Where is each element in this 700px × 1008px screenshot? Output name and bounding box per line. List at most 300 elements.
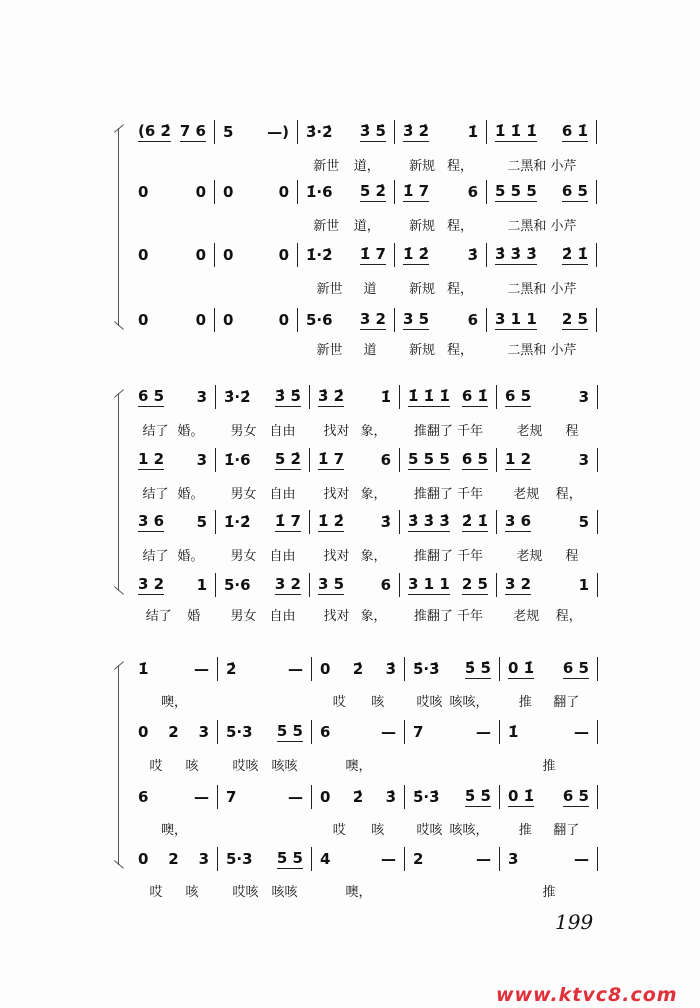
lyric-text: 哎咳 xyxy=(416,822,443,838)
note-group: 6 xyxy=(380,450,391,469)
measure xyxy=(487,120,597,144)
note-group: — xyxy=(476,849,491,868)
lyric-measure xyxy=(216,542,310,566)
lyrics-line xyxy=(0,417,700,441)
note-group: 1 2 xyxy=(138,450,165,468)
note-group: 6 xyxy=(467,310,478,329)
note-group: 3 1 1 xyxy=(408,575,450,593)
lyric-measure xyxy=(298,336,395,360)
note-group: 1̇·6 xyxy=(224,450,251,469)
notation-line xyxy=(0,120,700,144)
note-group: 1̇ xyxy=(138,659,149,678)
note-group: 2 xyxy=(168,849,179,868)
lyric-text: 哎 xyxy=(149,758,163,774)
lyric-measure xyxy=(130,152,215,176)
note-group: 1̇ 7 xyxy=(274,512,301,530)
lyric-measure xyxy=(298,212,395,236)
lyric-measure xyxy=(487,336,597,360)
measure xyxy=(395,243,487,267)
note-group: — xyxy=(381,849,396,868)
lyrics-line xyxy=(0,816,700,840)
note-group: 7 xyxy=(226,787,237,806)
note-group: — xyxy=(194,659,209,678)
note-group: 0 xyxy=(223,182,234,201)
note-group: 5 5 xyxy=(276,722,303,740)
lyric-text: 找对 xyxy=(323,486,350,502)
measure xyxy=(487,243,597,267)
lyric-measure xyxy=(405,752,500,776)
note-group: 3 xyxy=(198,722,209,741)
lyric-measure xyxy=(216,480,310,504)
lyric-measure xyxy=(405,688,500,712)
measure xyxy=(298,120,395,144)
lyric-text: 哎 xyxy=(332,822,346,838)
note-group: 0 xyxy=(195,245,206,264)
notation-line xyxy=(0,243,700,267)
lyric-measure xyxy=(215,275,298,299)
lyric-text: 老规 xyxy=(513,608,540,624)
lyric-measure xyxy=(395,336,487,360)
lyric-measure xyxy=(130,336,215,360)
lyric-text: 推翻了 千年 xyxy=(413,608,484,624)
lyric-text: 二黑和 小芹 xyxy=(507,218,577,234)
lyric-text: 咳咳， xyxy=(449,822,489,838)
measure xyxy=(400,385,497,409)
lyric-measure xyxy=(487,152,597,176)
note-group: 3̇ 2̇ xyxy=(318,387,345,405)
lyric-measure xyxy=(310,480,400,504)
note-group: 3̇ 5̇ xyxy=(359,122,386,140)
lyric-text: 推 xyxy=(542,884,556,900)
note-group: 1̇ xyxy=(380,387,391,406)
page-number: 199 xyxy=(555,910,594,934)
measure xyxy=(497,385,598,409)
note-group: 1̇·6 xyxy=(306,182,333,201)
note-group: 5 5 xyxy=(276,849,303,867)
note-group: 3 xyxy=(196,387,207,406)
measure xyxy=(215,308,298,332)
measure xyxy=(395,308,487,332)
lyric-measure xyxy=(130,752,218,776)
lyric-text: 道 xyxy=(363,281,377,297)
note-group: 0 xyxy=(195,310,206,329)
lyric-measure xyxy=(405,878,500,902)
lyric-measure xyxy=(500,752,598,776)
lyric-measure xyxy=(130,688,218,712)
lyrics-line xyxy=(0,542,700,566)
measure xyxy=(487,180,597,204)
lyric-measure xyxy=(400,480,497,504)
note-group: 3 1 1 xyxy=(495,310,537,328)
measure xyxy=(298,180,395,204)
lyric-measure xyxy=(400,417,497,441)
measure xyxy=(312,720,405,744)
notation-line xyxy=(0,573,700,597)
note-group: 7 6 xyxy=(179,122,206,140)
lyric-text: 翻了 xyxy=(553,694,580,710)
measure xyxy=(130,243,215,267)
note-group: 1̇ xyxy=(508,722,519,741)
notation-line xyxy=(0,785,700,809)
measure xyxy=(216,510,310,534)
note-group: 3̇·2̇ xyxy=(306,122,333,141)
note-group: 3̇ xyxy=(380,512,391,531)
notation-line xyxy=(0,720,700,744)
lyrics-line xyxy=(0,878,700,902)
lyric-text: 自由 xyxy=(269,548,296,564)
lyric-measure xyxy=(130,602,216,626)
measure xyxy=(487,308,597,332)
lyric-measure xyxy=(218,878,312,902)
note-group: 7 xyxy=(413,722,424,741)
measure xyxy=(405,785,500,809)
note-group: 0 xyxy=(138,182,149,201)
lyric-measure xyxy=(497,542,598,566)
note-group: 0 xyxy=(223,245,234,264)
note-group: 4 xyxy=(320,849,331,868)
measure xyxy=(405,847,500,871)
measure xyxy=(500,720,598,744)
note-group: 0 xyxy=(278,182,289,201)
note-group: 5 2̇ xyxy=(359,182,386,200)
measure xyxy=(130,720,218,744)
note-group: 0 xyxy=(320,787,331,806)
lyric-measure xyxy=(487,275,597,299)
note-group: 5 xyxy=(223,122,234,141)
lyric-text: 找对 xyxy=(323,548,350,564)
lyric-text: 二黑和 小芹 xyxy=(507,158,577,174)
lyric-text: 新世 xyxy=(313,218,340,234)
lyric-text: 自由 xyxy=(269,486,296,502)
lyric-text: 二黑和 小芹 xyxy=(507,281,577,297)
lyric-measure xyxy=(215,212,298,236)
lyric-text: 结了 xyxy=(145,608,172,624)
measure xyxy=(130,573,216,597)
measure xyxy=(395,180,487,204)
lyric-measure xyxy=(312,752,405,776)
lyric-text: 男女 xyxy=(230,608,257,624)
lyric-text: 噢， xyxy=(345,758,372,774)
lyric-text: 道 xyxy=(363,342,377,358)
lyric-text: 咳咳， xyxy=(449,694,489,710)
lyric-measure xyxy=(497,480,598,504)
lyric-measure xyxy=(312,878,405,902)
measure xyxy=(312,785,405,809)
lyric-text: 道， xyxy=(353,158,380,174)
lyric-text: 咳 xyxy=(371,694,385,710)
lyric-text: 程， xyxy=(446,218,473,234)
lyric-text: 象， xyxy=(360,548,387,564)
notation-line xyxy=(0,510,700,534)
note-group: 3 5 xyxy=(403,310,430,328)
note-group: 5 5 5 xyxy=(495,182,537,200)
lyric-text: 咳咳 xyxy=(271,884,298,900)
lyric-text: 哎 xyxy=(149,884,163,900)
lyric-text: 二黑和 小芹 xyxy=(507,342,577,358)
lyric-text: 结了 xyxy=(142,548,169,564)
note-group: 5·3 xyxy=(226,849,253,868)
lyric-measure xyxy=(400,542,497,566)
measure xyxy=(400,510,497,534)
lyric-measure xyxy=(218,752,312,776)
lyric-text: 新世 xyxy=(313,158,340,174)
lyric-text: 老规 xyxy=(516,548,543,564)
lyric-text: 新世 xyxy=(316,281,343,297)
lyric-text: 新规 xyxy=(408,281,435,297)
lyrics-line xyxy=(0,336,700,360)
note-group: 1̇·2̇ xyxy=(306,245,333,264)
note-group: (6 2̇ xyxy=(138,122,171,140)
measure xyxy=(216,573,310,597)
note-group: 0 xyxy=(138,849,149,868)
lyric-measure xyxy=(216,417,310,441)
note-group: 3 6 xyxy=(505,512,532,530)
lyric-measure xyxy=(130,878,218,902)
notation-line xyxy=(0,657,700,681)
note-group: 6 5 xyxy=(138,387,165,405)
measure xyxy=(216,448,310,472)
lyric-measure xyxy=(130,542,216,566)
lyric-text: 咳 xyxy=(185,758,199,774)
measure xyxy=(130,448,216,472)
lyric-measure xyxy=(400,602,497,626)
measure xyxy=(218,847,312,871)
note-group: 2̇ xyxy=(352,659,364,678)
lyric-text: 噢， xyxy=(345,884,372,900)
lyrics-line xyxy=(0,212,700,236)
lyric-measure xyxy=(405,816,500,840)
note-group: 6 5 xyxy=(561,182,588,200)
note-group: 0 xyxy=(195,182,206,201)
note-group: 3 6 xyxy=(138,512,165,530)
note-group: 3̇ 3̇ 3̇ xyxy=(408,512,450,530)
lyric-measure xyxy=(130,212,215,236)
note-group: 1̇ 2̇ xyxy=(318,512,345,530)
note-group: 3 2 xyxy=(359,310,386,328)
note-group: 6 xyxy=(320,722,331,741)
note-group: 3̇ xyxy=(467,245,478,264)
note-group: 5·3 xyxy=(226,722,253,741)
lyric-text: 咳 xyxy=(371,822,385,838)
note-group: 3̇ 5̇ xyxy=(274,387,301,405)
lyric-text: 结了 xyxy=(142,486,169,502)
lyrics-line xyxy=(0,480,700,504)
notation-line xyxy=(0,180,700,204)
measure xyxy=(215,243,298,267)
note-group: 1̇·2̇ xyxy=(224,512,251,531)
lyric-text: 男女 xyxy=(230,486,257,502)
lyric-text: 象， xyxy=(360,423,387,439)
lyric-measure xyxy=(497,602,598,626)
notation-line xyxy=(0,385,700,409)
note-group: 2̇ 1̇ xyxy=(561,245,588,263)
measure xyxy=(130,510,216,534)
lyric-text: 哎咳 xyxy=(232,884,259,900)
lyric-measure xyxy=(130,480,216,504)
note-group: 0 xyxy=(138,722,149,741)
lyric-text: 推 xyxy=(518,822,532,838)
note-group: 3 5 xyxy=(318,575,345,593)
note-group: 5̇ 5̇ xyxy=(464,659,491,677)
lyric-text: 哎 xyxy=(332,694,346,710)
lyric-text: 新规 xyxy=(408,158,435,174)
note-group: 3 xyxy=(578,387,589,406)
note-group: 5 2̇ xyxy=(274,450,301,468)
note-group: 1̇ 1̇ 1̇ xyxy=(408,387,450,405)
note-group: 0 xyxy=(278,310,289,329)
lyrics-line xyxy=(0,688,700,712)
note-group: 3 xyxy=(196,450,207,469)
lyric-text: 男女 xyxy=(230,423,257,439)
note-group: — xyxy=(574,722,589,741)
note-group: 3̇·2̇ xyxy=(224,387,251,406)
notation-line xyxy=(0,308,700,332)
lyric-text: 老规 xyxy=(513,486,540,502)
measure xyxy=(497,510,598,534)
note-group: 6 1̇ xyxy=(561,122,588,140)
lyric-text: 新规 xyxy=(408,218,435,234)
measure xyxy=(310,573,400,597)
note-group: 2 5 xyxy=(461,575,488,593)
lyric-text: 新世 xyxy=(316,342,343,358)
measure xyxy=(500,847,598,871)
lyric-measure xyxy=(215,152,298,176)
measure xyxy=(405,720,500,744)
note-group: 5·6 xyxy=(306,310,333,329)
watermark: www.ktvc8.com xyxy=(496,984,678,1006)
measure xyxy=(405,657,500,681)
note-group: 1̇ 7 xyxy=(318,450,345,468)
measure xyxy=(310,385,400,409)
lyric-measure xyxy=(497,417,598,441)
lyric-text: 程 xyxy=(565,548,579,564)
note-group: 0 xyxy=(138,310,149,329)
lyric-measure xyxy=(130,417,216,441)
lyric-text: 象， xyxy=(360,608,387,624)
note-group: 0 xyxy=(320,659,331,678)
measure xyxy=(130,847,218,871)
note-group: 3 xyxy=(578,450,589,469)
lyric-text: 男女 xyxy=(230,548,257,564)
note-group: 5̇ 5̇ xyxy=(464,787,491,805)
note-group: 3̇ 3̇ 3̇ xyxy=(495,245,537,263)
note-group: 0 1̇ xyxy=(508,787,535,805)
note-group: — xyxy=(288,659,303,678)
lyric-text: 婚。 xyxy=(177,548,204,564)
note-group: 3̇ 2̇ xyxy=(403,122,430,140)
note-group: 2 xyxy=(413,849,424,868)
lyric-measure xyxy=(310,602,400,626)
lyric-measure xyxy=(310,542,400,566)
lyric-measure xyxy=(312,816,405,840)
lyric-measure xyxy=(218,816,312,840)
lyric-text: 程， xyxy=(555,486,582,502)
note-group: 1̇ 7 xyxy=(403,182,430,200)
lyric-text: 道， xyxy=(353,218,380,234)
note-group: 5·6 xyxy=(224,575,251,594)
lyric-measure xyxy=(487,212,597,236)
lyric-measure xyxy=(310,417,400,441)
lyric-text: 哎咳 xyxy=(416,694,443,710)
lyric-text: 程， xyxy=(446,281,473,297)
lyrics-line xyxy=(0,152,700,176)
lyric-text: 程， xyxy=(446,342,473,358)
note-group: 1̇ xyxy=(467,122,478,141)
lyric-text: 推翻了 千年 xyxy=(413,423,484,439)
lyric-text: 推翻了 千年 xyxy=(413,548,484,564)
measure xyxy=(298,308,395,332)
note-group: 1̇ 2̇ xyxy=(403,245,430,263)
note-group: 1̇ 7 xyxy=(359,245,386,263)
lyric-measure xyxy=(500,688,598,712)
note-group: 0 xyxy=(223,310,234,329)
lyric-text: 婚。 xyxy=(177,486,204,502)
lyric-text: 推 xyxy=(542,758,556,774)
lyric-text: 翻了 xyxy=(553,822,580,838)
measure xyxy=(218,657,312,681)
lyric-measure xyxy=(298,275,395,299)
lyrics-line xyxy=(0,275,700,299)
measure xyxy=(497,573,598,597)
measure xyxy=(130,657,218,681)
note-group: 2 xyxy=(168,722,179,741)
lyric-text: 程 xyxy=(565,423,579,439)
measure xyxy=(130,308,215,332)
notation-line xyxy=(0,847,700,871)
note-group: 6 xyxy=(380,575,391,594)
measure xyxy=(298,243,395,267)
note-group: 3 2 xyxy=(138,575,165,593)
note-group: 3 2 xyxy=(505,575,532,593)
lyric-text: 推翻了 千年 xyxy=(413,486,484,502)
lyrics-line xyxy=(0,602,700,626)
measure xyxy=(497,448,598,472)
measure xyxy=(400,573,497,597)
lyric-text: 噢， xyxy=(160,694,187,710)
lyric-text: 婚。 xyxy=(177,423,204,439)
lyric-measure xyxy=(395,275,487,299)
lyric-text: 找对 xyxy=(323,423,350,439)
note-group: — xyxy=(476,722,491,741)
lyric-measure xyxy=(216,602,310,626)
lyric-text: 象， xyxy=(360,486,387,502)
measure xyxy=(130,180,215,204)
note-group: 3 xyxy=(198,849,209,868)
note-group: 6 1̇ xyxy=(461,387,488,405)
note-group: — xyxy=(574,849,589,868)
measure xyxy=(130,385,216,409)
measure xyxy=(312,847,405,871)
measure xyxy=(310,510,400,534)
note-group: 3̇ xyxy=(385,659,396,678)
measure xyxy=(215,120,298,144)
notation-line xyxy=(0,448,700,472)
measure xyxy=(312,657,405,681)
lyric-text: 噢， xyxy=(160,822,187,838)
note-group: 3̇ xyxy=(385,787,396,806)
lyric-measure xyxy=(298,152,395,176)
lyric-measure xyxy=(395,152,487,176)
note-group: 1 xyxy=(196,575,207,594)
note-group: 1 xyxy=(578,575,589,594)
note-group: 3 2 xyxy=(274,575,301,593)
lyric-measure xyxy=(312,688,405,712)
lyric-text: 程， xyxy=(446,158,473,174)
lyrics-line xyxy=(0,752,700,776)
lyric-text: 哎咳 xyxy=(232,758,259,774)
measure xyxy=(130,785,218,809)
note-group: 0 1̇ xyxy=(508,659,535,677)
